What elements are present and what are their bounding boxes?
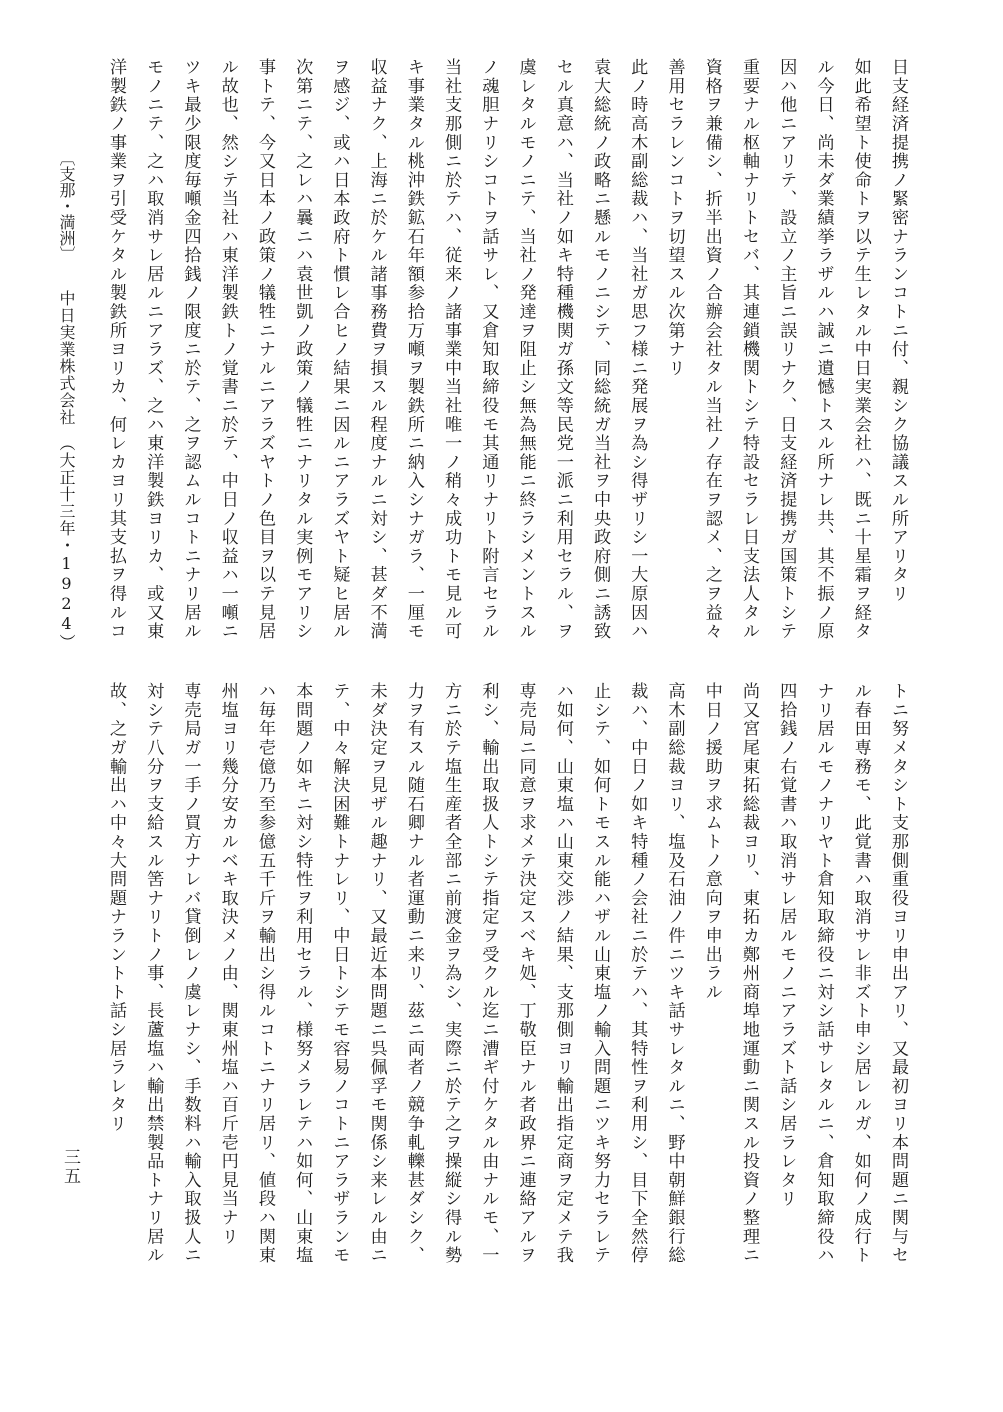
text-line: 虞レタルモノニテ、当社ノ発達ヲ阻止シ無為無能ニ終ラシメントスル: [515, 58, 536, 641]
text-line: ル春田専務モ、此覚書ハ取消サレ非ズト申シ居レルガ、如何ノ成行ト: [850, 682, 871, 1265]
text-line: 資格ヲ兼備シ、折半出資ノ合辦会社タル当社ノ存在ヲ認メ、之ヲ益々: [701, 58, 722, 641]
text-line: セル真意ハ、当社ノ如キ特種機関ガ孫文等民党一派ニ利用セラル、ヲ: [552, 58, 573, 641]
text-line: 当社支那側ニ於テハ、従来ノ諸事業中当社唯一ノ稍々成功トモ見ル可: [441, 58, 462, 641]
text-line: 因ハ他ニアリテ、設立ノ主旨ニ誤リナク、日支経済提携ガ国策トシテ: [776, 58, 797, 641]
text-line: 止シテ、如何トモスル能ハザル山東塩ノ輸入問題ニツキ努力セラレテ: [590, 682, 611, 1265]
text-line: 次第ニテ、之レハ曩ニハ袁世凱ノ政策ノ犠牲ニナリタル実例モアリシ: [292, 58, 313, 641]
text-line: ヲ感ジ、或ハ日本政府ト慣レ合ヒノ結果ニ因ルニアラズヤト疑ヒ居ル: [329, 58, 350, 641]
text-line: 袁大総統ノ政略ニ懸ルモノニシテ、同総統ガ当社ヲ中央政府側ニ誘致: [590, 58, 611, 641]
text-line: ノ魂胆ナリシコトヲ話サレ、又倉知取締役モ其通リナリト附言セラル: [478, 58, 499, 641]
text-line: 利シ、輸出取扱人トシテ指定ヲ受クル迄ニ漕ギ付ケタル由ナルモ、一: [478, 682, 499, 1265]
text-line: 重要ナル枢軸ナリトセバ、其連鎖機関トシテ特設セラレ日支法人タル: [738, 58, 759, 641]
text-line: 日支経済提携ノ緊密ナランコトニ付、親シク協議スル所アリタリ: [887, 58, 908, 604]
text-line: キ事業タル桃沖鉄鉱石年額参拾万噸ヲ製鉄所ニ納入シナガラ、一厘モ: [403, 58, 424, 641]
text-line: 中日ノ援助ヲ求ムトノ意向ヲ申出ラル: [701, 682, 722, 1002]
text-line: 事トテ、今又日本ノ政策ノ犠牲ニナルニアラズヤトノ色目ヲ以テ見居: [254, 58, 275, 641]
text-line: トニ努メタシト支那側重役ヨリ申出アリ、又最初ヨリ本問題ニ関与セ: [887, 682, 908, 1265]
text-line: 故、之ガ輸出ハ中々大問題ナラントト話シ居ラレタリ: [106, 682, 126, 1134]
upper-text-block: [104, 58, 910, 660]
text-line: ツキ最少限度毎噸金四拾銭ノ限度ニ於テ、之ヲ認ムルコトニナリ居ル: [180, 58, 201, 641]
page-number: 三五: [60, 1148, 80, 1186]
text-line: テ、中々解決困難トナレリ、中日トシテモ容易ノコトニアラザランモ: [329, 682, 350, 1265]
company-and-year-line: 中日実業株式会社 （大正十三年・1924）: [57, 290, 76, 651]
text-line: 収益ナク、上海ニ於ケル諸事務費ヲ損スル程度ナルニ対シ、甚ダ不満: [366, 58, 387, 641]
text-line: 本問題ノ如キニ対シ特性ヲ利用セラル、様努メラレテハ如何、山東塩: [292, 682, 313, 1265]
text-line: 未ダ決定ヲ見ザル趣ナリ、又最近本問題ニ呉佩孚モ関係シ来レル由ニ: [366, 682, 387, 1265]
text-line: 専売局ガ一手ノ買方ナレバ貸倒レノ虞レナシ、手数料ハ輸入取扱人ニ: [180, 682, 201, 1265]
text-line: モノニテ、之ハ取消サレ居ルニアラズ、之ハ東洋製鉄ヨリカ、或又東: [143, 58, 164, 641]
text-line: ハ如何、山東塩ハ山東交渉ノ結果、支那側ヨリ輸出指定商ヲ定メテ我: [552, 682, 573, 1265]
text-line: ナリ居ルモノナリヤト倉知取締役ニ対シ話サレタルニ、倉知取締役ハ: [813, 682, 834, 1265]
text-line: 尚又宮尾東拓総裁ヨリ、東拓カ鄭州商埠地運動ニ関スル投資ノ整理ニ: [738, 682, 759, 1265]
text-line: 洋製鉄ノ事業ヲ引受ケタル製鉄所ヨリカ、何レカヨリ其支払ヲ得ルコ: [106, 58, 126, 641]
text-line: 対シテ八分ヲ支給スル筈ナリトノ事、長蘆塩ハ輸出禁製品トナリ居ル: [143, 682, 164, 1265]
text-line: 専売局ニ同意ヲ求メテ決定スベキ処、丁敬臣ナル者政界ニ連絡アルヲ: [515, 682, 536, 1265]
text-line: ハ毎年壱億乃至参億五千斤ヲ輸出シ得ルコトニナリ居リ、値段ハ関東: [254, 682, 275, 1265]
text-line: ル故也、然シテ当社ハ東洋製鉄トノ覚書ニ於テ、中日ノ収益ハ一噸ニ: [217, 58, 238, 641]
text-line: 方ニ於テ塩生産者全部ニ前渡金ヲ為シ、実際ニ於テ之ヲ操縦シ得ル勢: [441, 682, 462, 1265]
text-line: 裁ハ、中日ノ如キ特種ノ会社ニ於テハ、其特性ヲ利用シ、目下全然停: [627, 682, 648, 1265]
text-line: 州塩ヨリ幾分安カルベキ取決メノ由、関東州塩ハ百斤壱円見当ナリ: [217, 682, 238, 1246]
text-line: 善用セラレンコトヲ切望スル次第ナリ: [664, 58, 685, 378]
text-line: 力ヲ有スル随石卿ナル者運動ニ来リ、茲ニ両者ノ競争軋轢甚ダシク、: [403, 682, 424, 1265]
lower-text-block: [104, 682, 910, 1284]
text-line: ル今日、尚未ダ業績挙ラザルハ誠ニ遺憾トスル所ナレ共、其不振ノ原: [813, 58, 834, 641]
running-head: 〔支那・満洲〕: [57, 150, 76, 262]
text-line: 此ノ時高木副総裁ハ、当社ガ思フ様ニ発展ヲ為シ得ザリシ一大原因ハ: [627, 58, 648, 641]
text-line: 四拾銭ノ右覚書ハ取消サレ居ルモノニアラズト話シ居ラレタリ: [776, 682, 797, 1209]
text-line: 如此希望ト使命トヲ以テ生レタル中日実業会社ハ、既ニ十星霜ヲ経タ: [850, 58, 871, 641]
text-line: 高木副総裁ヨリ、塩及石油ノ件ニツキ話サレタルニ、野中朝鮮銀行総: [664, 682, 685, 1265]
